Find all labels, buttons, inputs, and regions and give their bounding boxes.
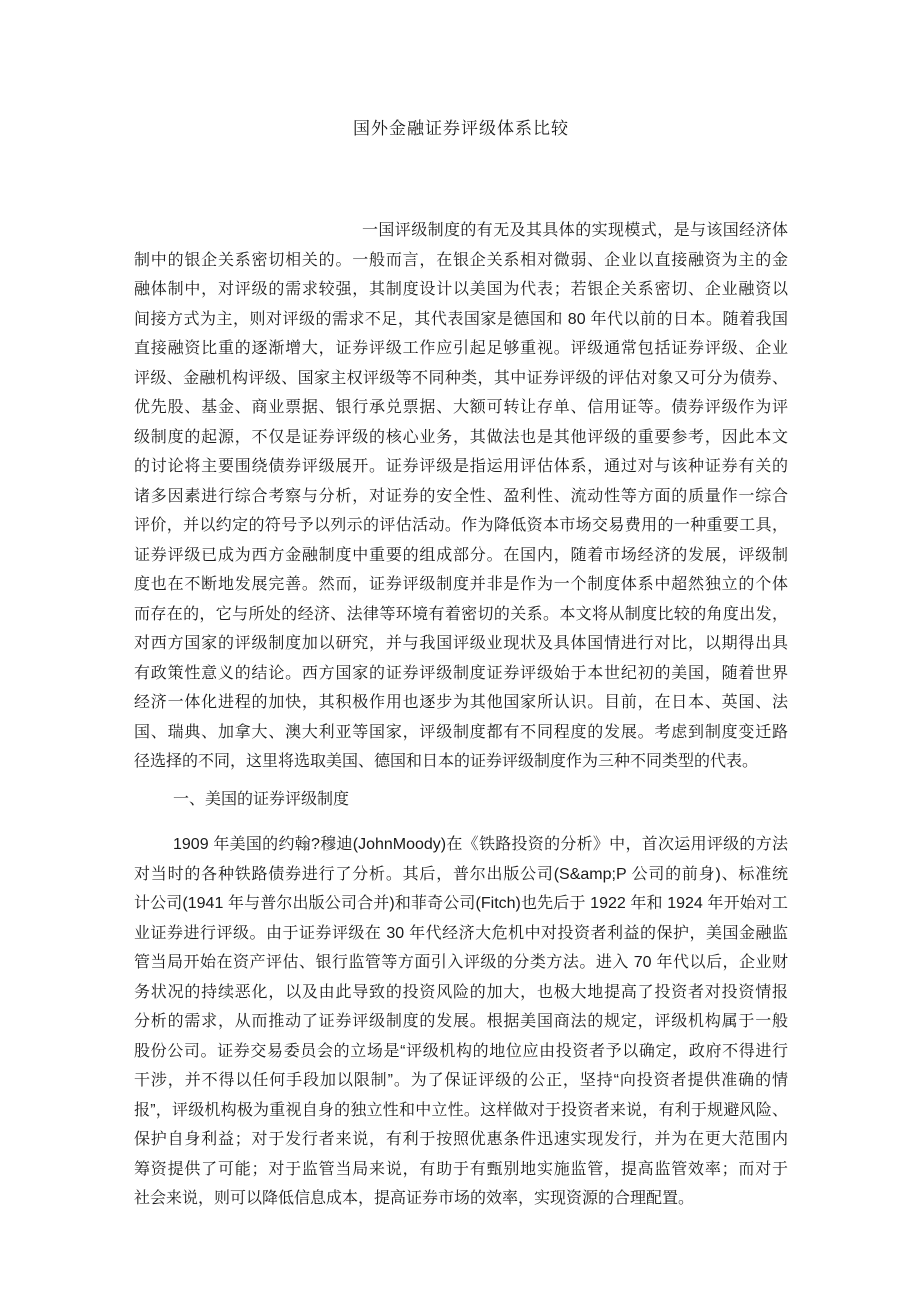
text-line: 间接方式为主，则对评级的需求不足，其代表国家是德国和 80 年代以前的日本。随着我国: [134, 310, 788, 328]
text-line: 诸多因素进行综合考察与分析，对证券的安全性、盈利性、流动性等方面的质量作一综合: [134, 487, 788, 505]
text-line: 股份公司。证券交易委员会的立场是“评级机构的地位应由投资者予以确定，政府不得进行: [134, 1042, 788, 1060]
text-line: 评级、金融机构评级、国家主权评级等不同种类，其中证券评级的评估对象又可分为债券、: [134, 369, 788, 387]
text-line: 1909 年美国的约翰?穆迪(JohnMoody)在《铁路投资的分析》中，首次运用评级的方法: [173, 836, 788, 853]
text-line: 报”，评级机构极为重视自身的独立性和中立性。这样做对于投资者来说，有利于规避风险、: [134, 1101, 788, 1119]
text-line: 计公司(1941 年与普尔出版公司合并)和菲奇公司(Fitch)也先后于 1922 年和 1924 年开始对工: [134, 895, 788, 912]
text-line: 的讨论将主要围绕债券评级展开。证券评级是指运用评估体系，通过对与该种证券有关的: [134, 458, 788, 475]
text-line: 而存在的，它与所处的经济、法律等环境有着密切的关系。本文将从制度比较的角度出发，: [134, 605, 788, 623]
text-line: 对当时的各种铁路债券进行了分析。其后，普尔出版公司(S&amp;P 公司的前身)、标准统: [134, 865, 788, 883]
text-line: 证券评级已成为西方金融制度中重要的组成部分。在国内，随着市场经济的发展，评级制: [134, 546, 788, 564]
text-line: 一国评级制度的有无及其具体的实现模式，是与该国经济体: [362, 222, 788, 239]
text-line: 有政策性意义的结论。西方国家的证券评级制度证券评级始于本世纪初的美国，随着世界: [134, 664, 788, 682]
section-heading-us-rating-system: 一、美国的证券评级制度: [173, 790, 350, 808]
text-line: 对西方国家的评级制度加以研究，并与我国评级业现状及具体国情进行对比，以期得出具: [134, 635, 788, 652]
text-line: 融体制中，对评级的需求较强，其制度设计以美国为代表；若银企关系密切、企业融资以: [134, 281, 788, 298]
text-line: 保护自身利益；对于发行者来说，有利于按照优惠条件迅速实现发行，并为在更大范围内: [134, 1131, 788, 1148]
text-line: 级制度的起源，不仅是证券评级的核心业务，其做法也是其他评级的重要参考，因此本文: [134, 428, 788, 446]
text-line: 优先股、基金、商业票据、银行承兑票据、大额可转让存单、信用证等。债券评级作为评: [134, 399, 788, 416]
text-line: 社会来说，则可以降低信息成本，提高证券市场的效率，实现资源的合理配置。: [134, 1190, 695, 1207]
text-line: 度也在不断地发展完善。然而，证券评级制度并非是作为一个制度体系中超然独立的个体: [134, 576, 788, 593]
document-title: 国外金融证券评级体系比较: [353, 119, 569, 138]
text-line: 经济一体化进程的加快，其积极作用也逐步为其他国家所认识。目前，在日本、英国、法: [134, 694, 788, 711]
text-line: 干涉，并不得以任何手段加以限制”。为了保证评级的公正，坚持“向投资者提供准确的情: [134, 1072, 788, 1089]
text-line: 制中的银企关系密切相关的。一般而言，在银企关系相对微弱、企业以直接融资为主的金: [134, 251, 788, 269]
text-line: 业证券进行评级。由于证券评级在 30 年代经济大危机中对投资者利益的保护，美国金融监: [134, 924, 788, 942]
text-line: 直接融资比重的逐渐增大，证券评级工作应引起足够重视。评级通常包括证券评级、企业: [134, 340, 788, 357]
text-line: 国、瑞典、加拿大、澳大利亚等国家，评级制度都有不同程度的发展。考虑到制度变迁路: [134, 723, 788, 741]
text-line: 管当局开始在资产评估、银行监管等方面引入评级的分类方法。进入 70 年代以后，企业财: [134, 954, 788, 971]
text-line: 径选择的不同，这里将选取美国、德国和日本的证券评级制度作为三种不同类型的代表。: [134, 753, 759, 770]
text-line: 务状况的持续恶化，以及由此导致的投资风险的加大，也极大地提高了投资者对投资情报: [134, 983, 788, 1001]
paragraph-intro: [134, 216, 788, 777]
text-line: 评价，并以约定的符号予以列示的评估活动。作为降低资本市场交易费用的一种重要工具，: [134, 517, 788, 534]
text-line: 筹资提供了可能；对于监管当局来说，有助于有甄别地实施监管，提高监管效率；而对于: [134, 1160, 788, 1178]
text-line: 分析的需求，从而推动了证券评级制度的发展。根据美国商法的规定，评级机构属于一般: [134, 1013, 788, 1030]
paragraph-us-history: [134, 830, 788, 1214]
